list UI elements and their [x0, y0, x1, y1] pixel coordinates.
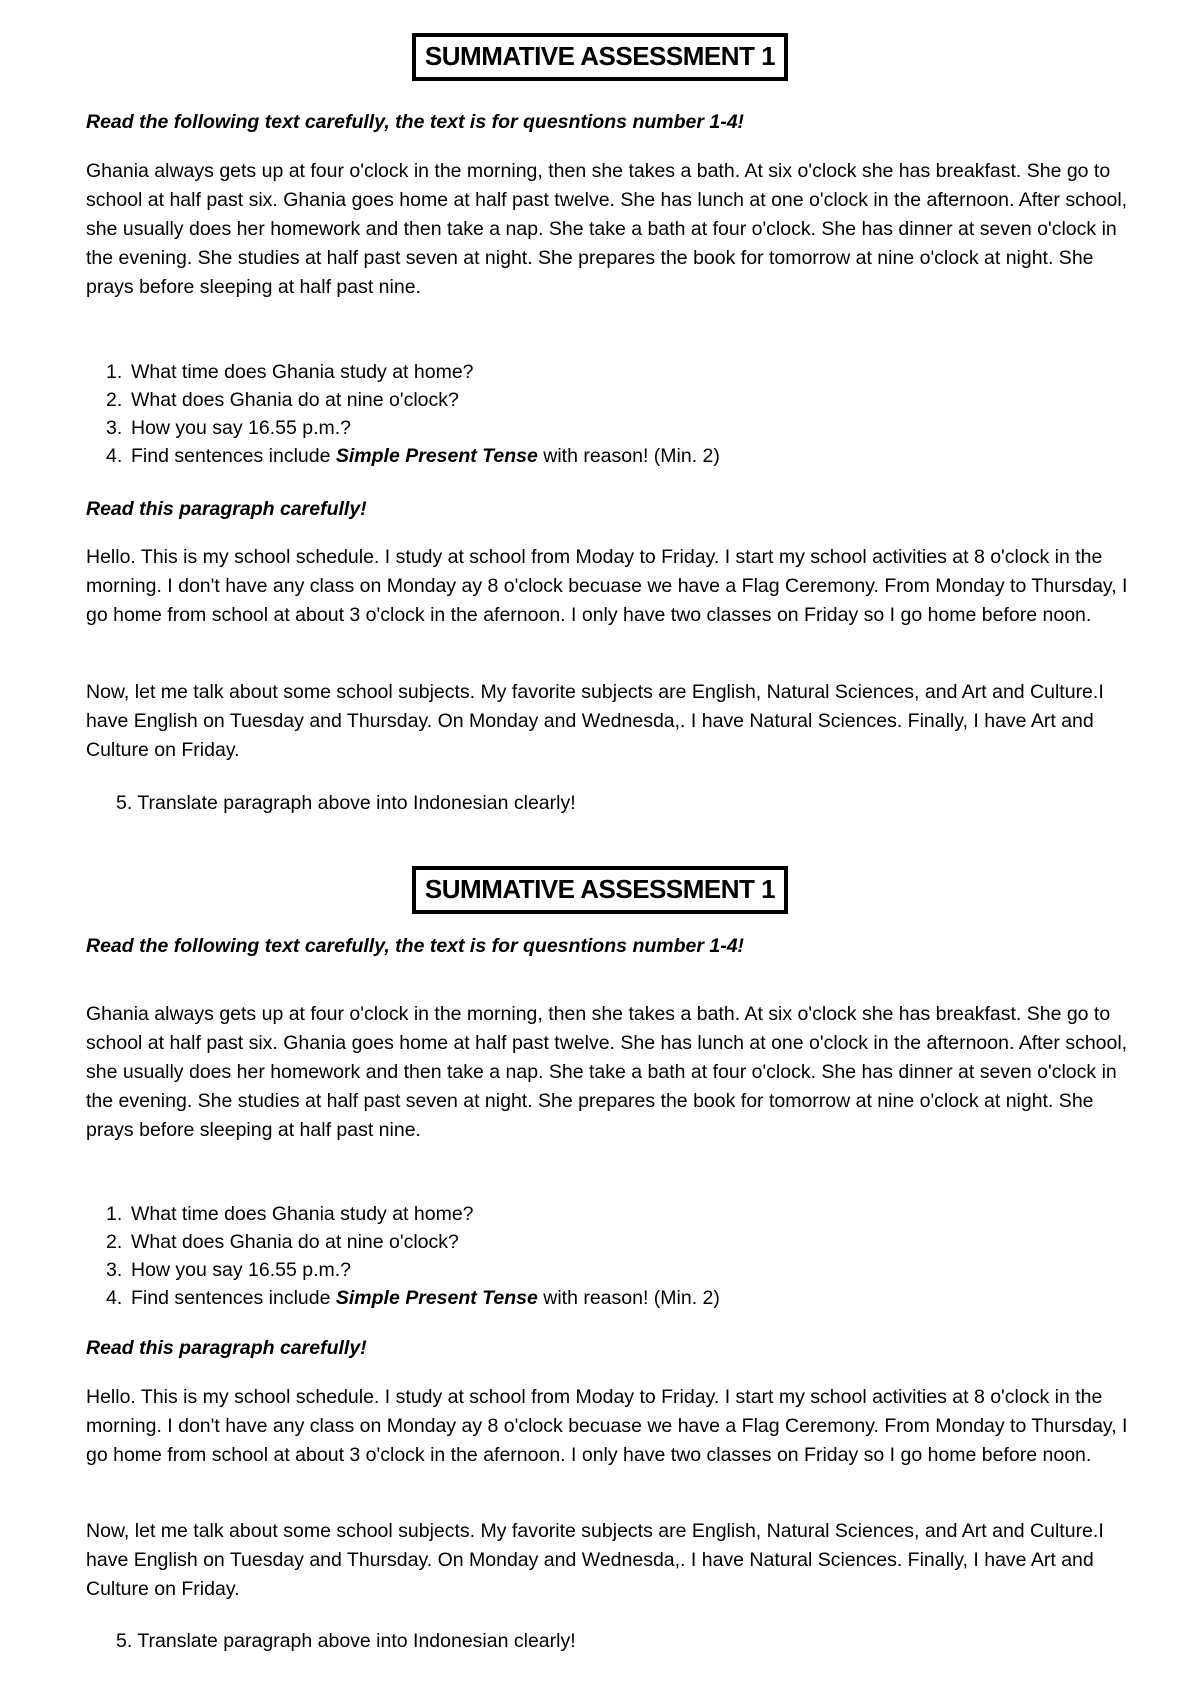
section-2-instruction-1: Read the following text carefully, the text is for quesntions number 1-4!	[86, 935, 745, 957]
section-2-question-5: 5. Translate paragraph above into Indonesian clearly!	[116, 1630, 576, 1652]
question-2: 2. What does Ghania do at nine o'clock?	[106, 389, 459, 411]
section-1-passage-subjects: Now, let me talk about some school subjects. My favorite subjects are English, Natural Sciences, and Art and Culture.I have English on Tuesday and Thursday. On Monday and Wednesda,. I have Natural Sciences. Finally, I have Art and Culture on Friday.	[86, 681, 1104, 761]
section-2-passage-subjects: Now, let me talk about some school subjects. My favorite subjects are English, Natural Sciences, and Art and Culture.I have English on Tuesday and Thursday. On Monday and Wednesda,. I have Natural Sciences. Finally, I have Art and Culture on Friday.	[86, 1520, 1104, 1600]
question-2: 2. What does Ghania do at nine o'clock?	[106, 1231, 459, 1253]
section-2-title-wrap	[0, 866, 1200, 914]
section-1-instruction-2: Read this paragraph carefully!	[86, 498, 367, 520]
question-1: 1. What time does Ghania study at home?	[106, 1203, 474, 1225]
section-2-question-list	[86, 1200, 1136, 1312]
question-3: 3. How you say 16.55 p.m.?	[106, 1259, 352, 1281]
section-2-passage-schedule: Hello. This is my school schedule. I study at school from Moday to Friday. I start my school activities at 8 o'clock in the morning. I don't have any class on Monday ay 8 o'clock becuase we have a Flag Ceremony. From Monday to Thursday, I go home from school at about 3 o'clock in the afernoon. I only have two classes on Friday so I go home before noon.	[86, 1386, 1128, 1466]
section-1-passage-schedule: Hello. This is my school schedule. I study at school from Moday to Friday. I start my school activities at 8 o'clock in the morning. I don't have any class on Monday ay 8 o'clock becuase we have a Flag Ceremony. From Monday to Thursday, I go home from school at about 3 o'clock in the afernoon. I only have two classes on Friday so I go home before noon.	[86, 546, 1128, 626]
section-1-passage-ghania: Ghania always gets up at four o'clock in the morning, then she takes a bath. At six o'clock she has breakfast. She go to school at half past six. Ghania goes home at half past twelve. She has lunch at one o'clock in the afternoon. After school, she usually does her homework and then take a nap. She take a bath at four o'clock. She has dinner at seven o'clock in the evening. She studies at half past seven at night. She prepares the book for tomorrow at nine o'clock at night. She prays before sleeping at half past nine.	[86, 160, 1128, 298]
section-2-passage-ghania: Ghania always gets up at four o'clock in the morning, then she takes a bath. At six o'clock she has breakfast. She go to school at half past six. Ghania goes home at half past twelve. She has lunch at one o'clock in the afternoon. After school, she usually does her homework and then take a nap. She take a bath at four o'clock. She has dinner at seven o'clock in the evening. She studies at half past seven at night. She prepares the book for tomorrow at nine o'clock at night. She prays before sleeping at half past nine.	[86, 1003, 1128, 1141]
question-4-emphasis: Simple Present Tense	[335, 1287, 538, 1309]
section-1-instruction-1: Read the following text carefully, the text is for quesntions number 1-4!	[86, 111, 745, 133]
section-2-title	[412, 866, 788, 914]
question-4: 4. Find sentences include Simple Present Tense with reason! (Min. 2)	[106, 1287, 720, 1309]
section-2-instruction-2: Read this paragraph carefully!	[86, 1337, 367, 1359]
question-4-emphasis: Simple Present Tense	[335, 445, 538, 467]
section-1-title-text: SUMMATIVE ASSESSMENT 1	[424, 41, 776, 71]
question-3: 3. How you say 16.55 p.m.?	[106, 417, 352, 439]
question-4: 4. Find sentences include Simple Present Tense with reason! (Min. 2)	[106, 445, 720, 467]
section-1-question-5: 5. Translate paragraph above into Indonesian clearly!	[116, 792, 576, 814]
section-1-title	[412, 33, 788, 81]
question-1: 1. What time does Ghania study at home?	[106, 361, 474, 383]
section-2-title-text: SUMMATIVE ASSESSMENT 1	[424, 874, 776, 904]
section-1-title-wrap	[0, 33, 1200, 81]
section-1-question-list	[86, 358, 1136, 470]
